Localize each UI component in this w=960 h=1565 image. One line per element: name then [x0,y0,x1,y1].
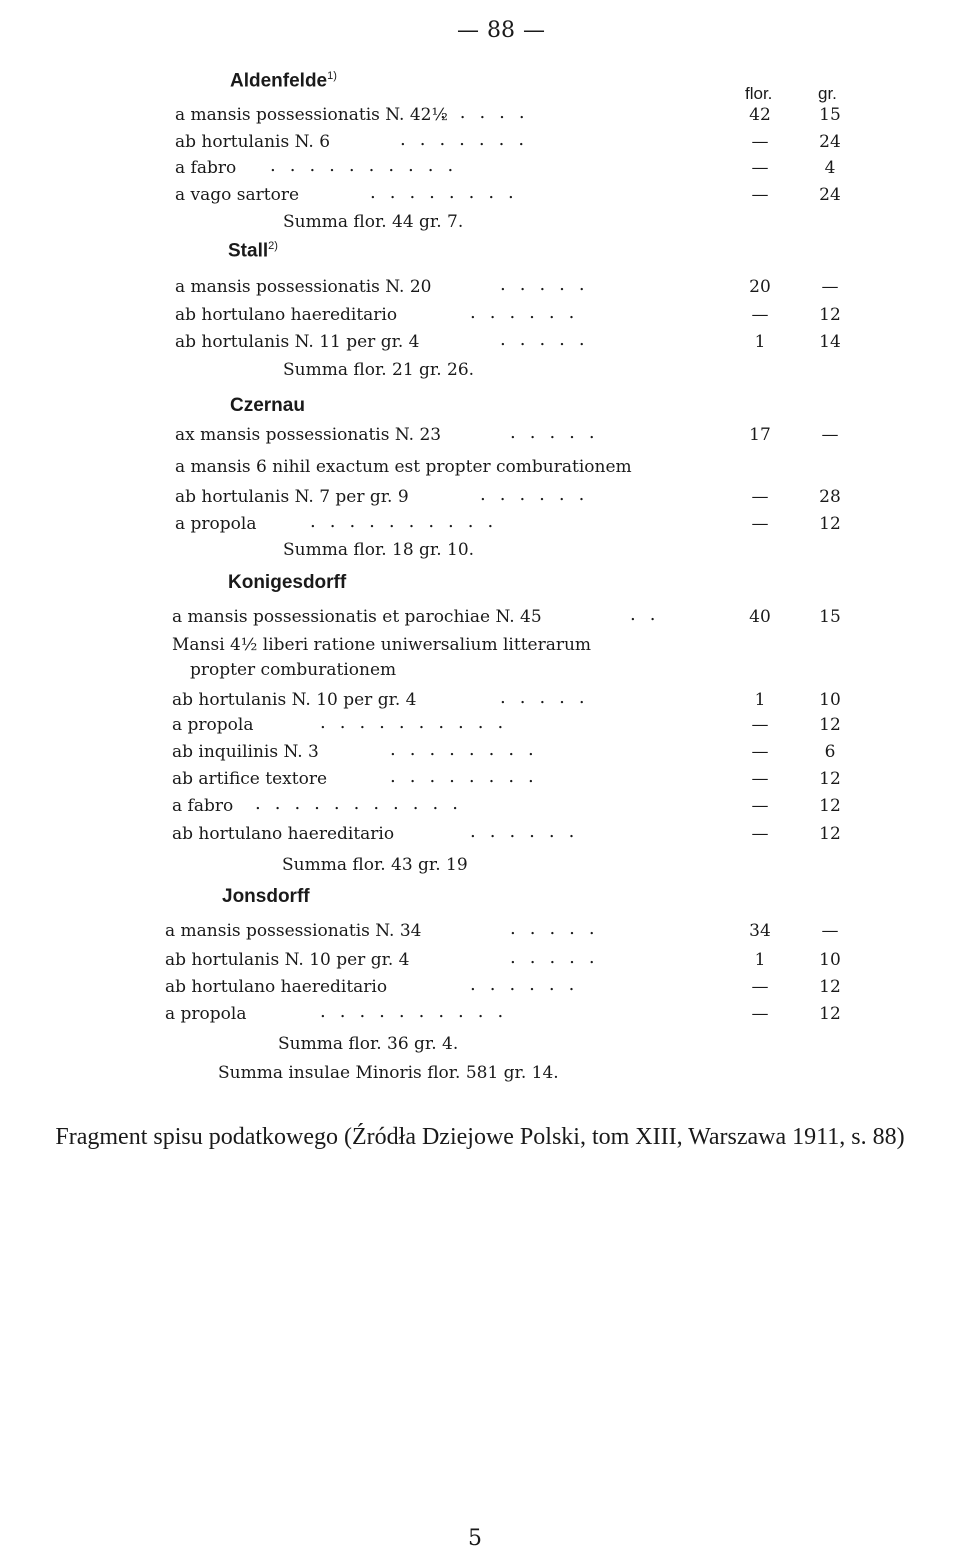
entry-row: ab hortulano haereditario ...... — 12 [175,302,841,325]
summa-stall: Summa flor. 21 gr. 26. [283,360,475,380]
summa-insulae: Summa insulae Minoris flor. 581 gr. 14. [218,1063,559,1083]
entry-row: ab hortulanis N. 10 per gr. 4 ..... 1 10 [165,947,841,970]
entry-row: a propola .......... — 12 [172,712,841,735]
header-flor: flor. [745,84,773,103]
entry-row: a mansis possessionatis N. 42½ ..... 42 15 [175,102,841,125]
footer-page-number: 5 [468,1526,482,1551]
entry-row: a fabro .......... — 4 [175,155,836,178]
entry-row: ab hortulano haereditario ...... — 12 [165,974,841,997]
summa-jonsdorff: Summa flor. 36 gr. 4. [278,1034,459,1054]
entry-row: ab artifice textore ........ — 12 [172,766,841,789]
summa-czernau: Summa flor. 18 gr. 10. [283,540,475,560]
entry-row: ab hortulanis N. 10 per gr. 4 ..... 1 10 [172,687,841,710]
entry-row: a mansis possessionatis N. 34 ..... 34 — [165,918,839,941]
entry-row: ab inquilinis N. 3 ........ — 6 [172,739,836,762]
page-number: — 88 — [457,18,545,43]
section-title-aldenfelde: Aldenfelde$^{1)}$ [230,70,337,92]
section-title-stall: Stall$^{2)}$ [228,240,278,262]
entry-row: a propola .......... — 12 [175,511,841,534]
entry-row: ab hortulanis N. 7 per gr. 9 ...... — 28 [175,484,841,507]
entry-row: ab hortulanis N. 6 ....... — 24 [175,129,841,152]
entry-row: a vago sartore ........ — 24 [175,182,841,205]
section-title-jonsdorff: Jonsdorff [222,886,310,907]
entry-row: a propola .......... — 12 [165,1001,841,1024]
leader-dots: ..... [440,102,539,123]
entry-row: ab hortulanis N. 11 per gr. 4 ..... 1 14 [175,329,841,352]
entry-row: Mansi 4½ liberi ratione uniwersalium litterarum [172,635,592,655]
figure-caption: Fragment spisu podatkowego (Źródła Dziejowe Polski, tom XIII, Warszawa 1911, s. 88) [55,1124,905,1150]
entry-row: a mansis possessionatis et parochiae N. 45 .. 40 15 [172,604,841,627]
entry-row: a fabro ........... — 12 [172,793,841,816]
entry-row: a mansis possessionatis N. 20 ..... 20 — [175,274,839,297]
header-gr: gr. [818,84,837,103]
entry-row: ax mansis possessionatis N. 23 ..... 17 — [175,422,839,445]
entry-row: propter comburationem [190,660,397,680]
summa-aldenfelde: Summa flor. 44 gr. 7. [283,212,464,232]
summa-konigesdorff: Summa flor. 43 gr. 19 [282,855,468,875]
section-title-konigesdorff: Konigesdorff [228,572,347,593]
entry-row: a mansis 6 nihil exactum est propter comburationem [175,457,632,477]
entry-row: ab hortulano haereditario ...... — 12 [172,821,841,844]
section-title-czernau: Czernau [230,395,305,416]
